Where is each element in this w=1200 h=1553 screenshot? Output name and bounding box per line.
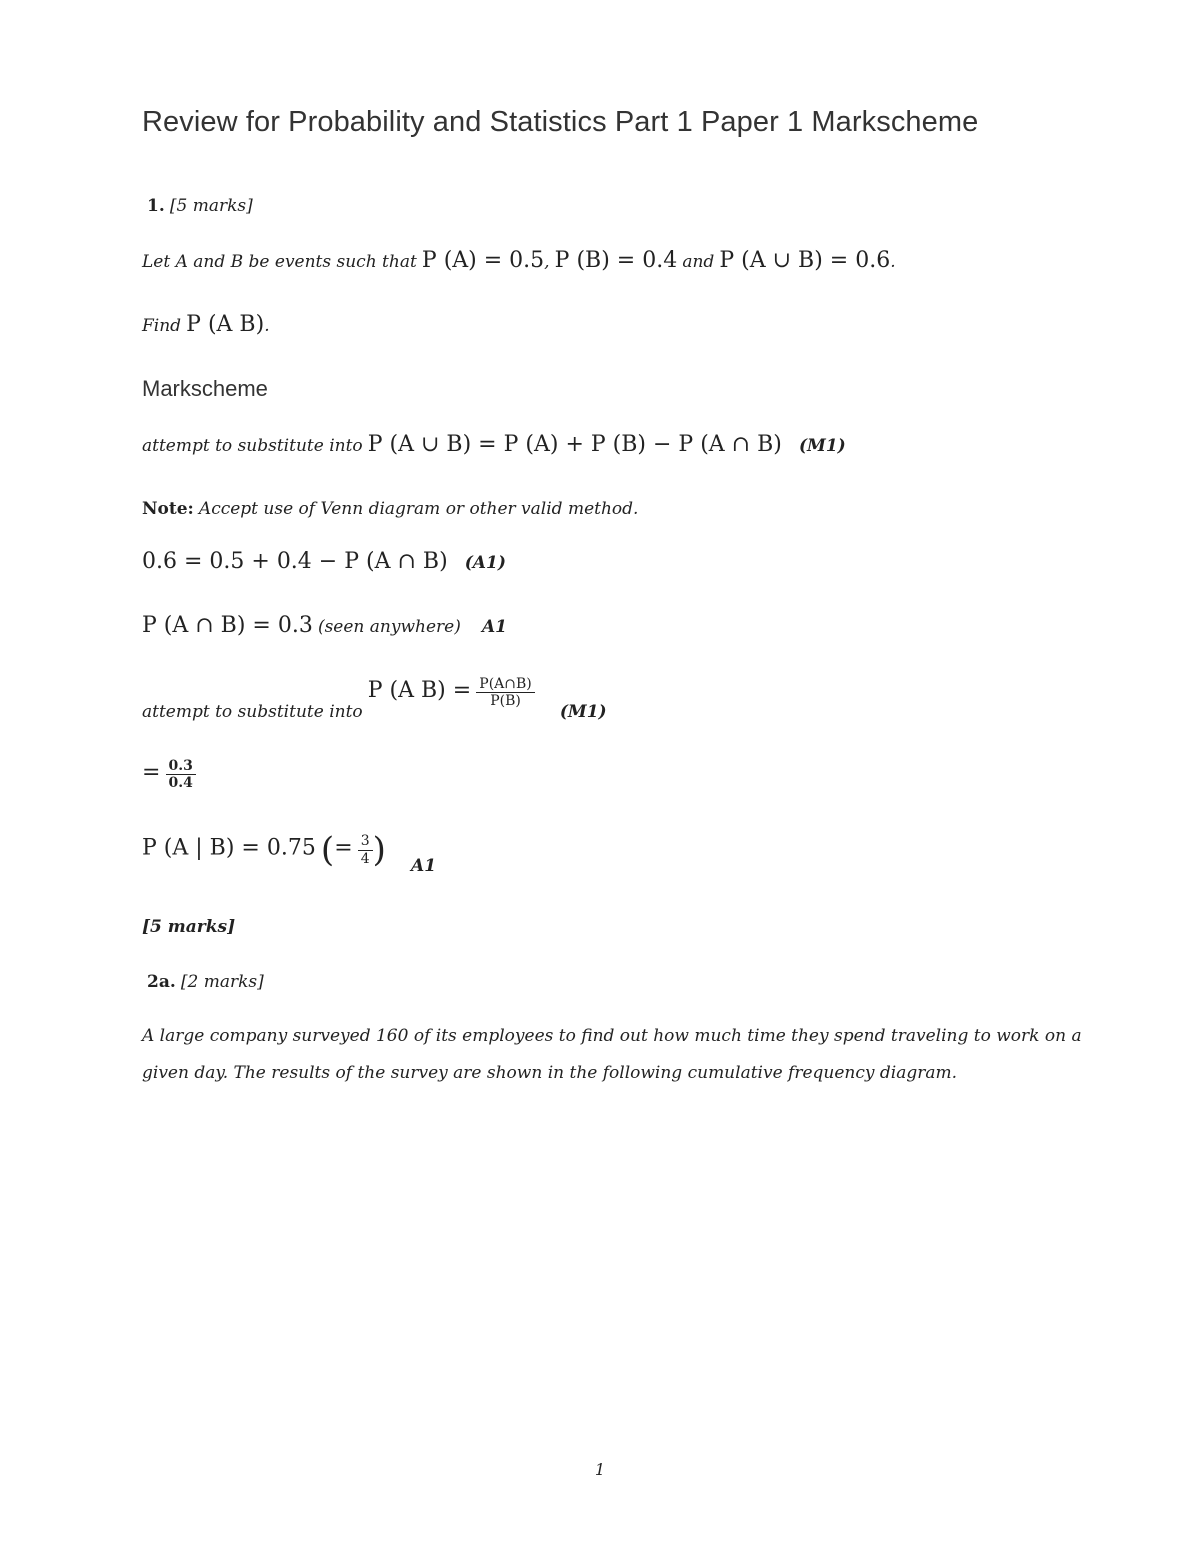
page-title: Review for Probability and Statistics Part 1 Paper 1 Markscheme (142, 106, 979, 138)
question-2a-header (147, 972, 264, 992)
question-number: 2a. (147, 972, 176, 992)
note-text: Accept use of Venn diagram or other valid method. (198, 499, 639, 519)
paren-open: ( (320, 830, 335, 870)
separator: . (890, 252, 896, 272)
fraction-denominator: P(B) (490, 693, 521, 710)
mark-code: A1 (411, 855, 437, 876)
question-marks: [2 marks] (180, 972, 264, 992)
step-fraction (476, 676, 534, 709)
step-equation: P (A | B) = 0.75 (142, 835, 316, 861)
question-number: 1. (147, 196, 165, 216)
step-equation: 0.6 = 0.5 + 0.4 − P (A ∩ B) (142, 549, 448, 574)
total-marks: [5 marks] (142, 917, 236, 937)
markscheme-line-3 (142, 613, 507, 638)
stem-prefix: Let A and B be events such that (142, 252, 417, 272)
step-fraction (166, 758, 196, 791)
step-equation: P (A ∪ B) = P (A) + P (B) − P (A ∩ B) (367, 432, 782, 457)
fraction-numerator: 3 (358, 833, 373, 850)
markscheme-line-2 (142, 549, 506, 574)
equals-sign: = (142, 760, 161, 786)
and-word: and (682, 252, 715, 272)
note-label: Note: (142, 499, 194, 519)
equation-pb: P (B) = 0.4 (554, 248, 678, 273)
separator: . (264, 316, 270, 336)
step-text: attempt to substitute into (142, 702, 363, 723)
fraction-denominator: 0.4 (168, 775, 193, 792)
mark-code: (M1) (798, 436, 846, 456)
question-1-find (142, 312, 270, 337)
question-1-header (147, 196, 253, 216)
separator: , (544, 252, 550, 272)
markscheme-total (142, 917, 235, 937)
find-expression: P (A B) (186, 312, 265, 337)
equals-sign: = (334, 835, 353, 861)
paren-close: ) (372, 830, 386, 870)
markscheme-heading: Markscheme (142, 376, 268, 401)
step-equation-lhs: P (A B) = (367, 678, 472, 704)
step-equation: P (A ∩ B) = 0.3 (142, 613, 313, 638)
fraction-numerator: P(A∩B) (476, 676, 534, 693)
markscheme-note (142, 499, 638, 519)
mark-code: (A1) (464, 553, 506, 573)
mark-code: A1 (481, 617, 507, 637)
fraction-numerator: 0.3 (166, 758, 196, 775)
question-1-stem (142, 248, 896, 273)
mark-code: (M1) (559, 702, 607, 723)
equation-pa: P (A) = 0.5 (421, 248, 545, 273)
equation-punion: P (A ∪ B) = 0.6 (719, 248, 891, 273)
step-text: attempt to substitute into (142, 436, 363, 456)
question-2a-text: A large company surveyed 160 of its employees to find out how much time they spend traveling to work on a given day. The results of the survey are shown in the following cumulative frequency diagram. (142, 1026, 1082, 1083)
find-word: Find (142, 316, 182, 336)
step-text: (seen anywhere) (317, 617, 461, 637)
markscheme-line-1 (142, 432, 846, 457)
question-marks: [5 marks] (169, 196, 253, 216)
page-number: 1 (594, 1460, 606, 1479)
markscheme-line-4 (142, 676, 607, 723)
markscheme-line-5 (142, 758, 196, 791)
markscheme-line-6 (142, 830, 437, 876)
step-fraction (358, 833, 373, 866)
fraction-denominator: 4 (360, 850, 370, 867)
